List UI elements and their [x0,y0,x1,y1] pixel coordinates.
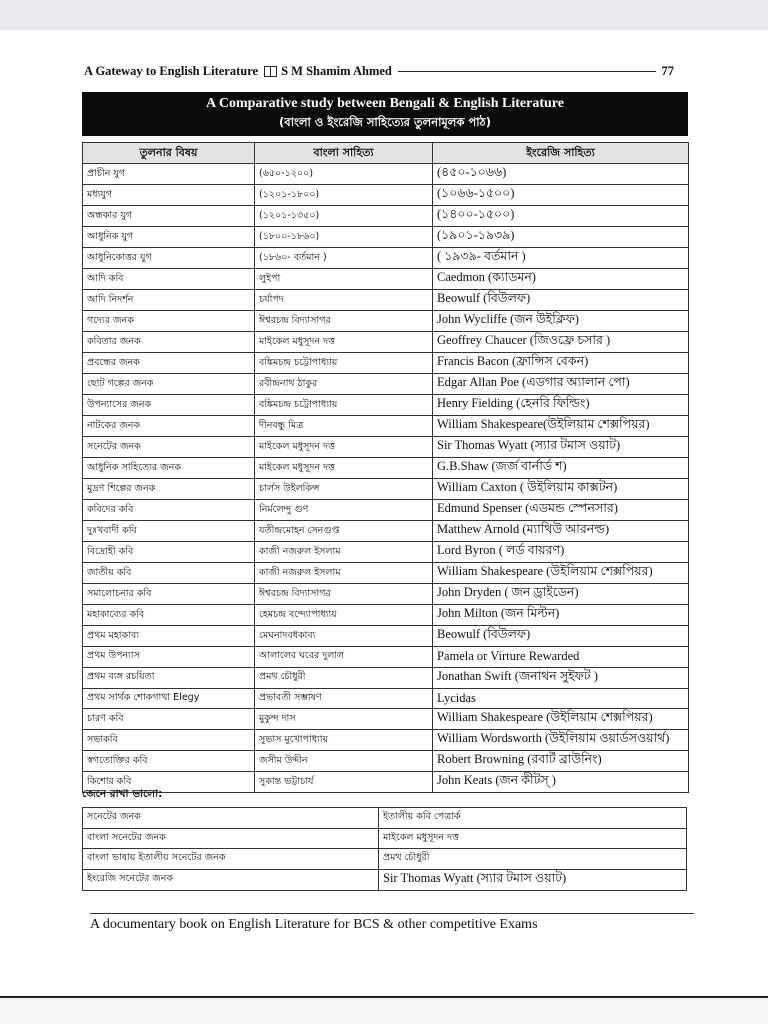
table-row [83,772,689,793]
note-subject: সনেটের জনক [83,808,379,829]
note-row [83,849,687,870]
table-row [83,353,689,374]
cell-english: Lord Byron ( লর্ড বায়রণ) [433,542,689,563]
cell-subject: বিদ্রোহী কবি [83,542,255,563]
section-title-bengali: (বাংলা ও ইংরেজি সাহিত্যের তুলনামূলক পাঠ) [279,115,491,129]
cell-bengali: হেমচন্দ্র বন্দ্যোপাধ্যায় [255,605,433,626]
cell-subject: গদ্যের জনক [83,311,255,332]
page-number: 77 [661,63,674,78]
notes-table [82,807,687,891]
cell-bengali: (১৮০০-১৮৬০) [255,227,433,248]
cell-bengali: আলালের ঘরের দুলাল [255,647,433,668]
cell-bengali: কাজী নজরুল ইসলাম [255,542,433,563]
header-english-literature: ইংরেজি সাহিত্য [433,143,689,164]
cell-subject: প্রাচীন যুগ [83,164,255,185]
cell-bengali: চর্যাপদ [255,290,433,311]
note-subject: বাংলা ভাষায় ইতালীয় সনেটের জনক [83,849,379,870]
cell-subject: মধ্যযুগ [83,185,255,206]
table-row [83,437,689,458]
cell-bengali: সুকান্ত ভট্টাচার্য [255,772,433,793]
cell-english: John Dryden ( জন ড্রাইডেন) [433,584,689,605]
cell-subject: আধুনিক সাহিত্যের জনক [83,458,255,479]
table-row [83,751,689,772]
cell-bengali: মুকুন্দ দাস [255,709,433,730]
header-bengali-literature: বাংলা সাহিত্য [255,143,433,164]
cell-english: Henry Fielding (হেনরি ফিল্ডিং) [433,395,689,416]
table-row [83,332,689,353]
cell-bengali: প্রমথ চৌধুরী [255,667,433,688]
cell-subject: মুদ্রণ শিল্পের জনক [83,479,255,500]
table-row [83,626,689,647]
table-row [83,458,689,479]
table-row [83,395,689,416]
notes-heading: জেনে রাখা ভালো: [82,788,163,800]
cell-subject: দুঃখবাদী কবি [83,521,255,542]
cell-bengali: লুইপা [255,269,433,290]
cell-subject: অন্ধকার যুগ [83,206,255,227]
cell-subject: জাতীয় কবি [83,563,255,584]
cell-bengali: দীনবন্ধু মিত্র [255,416,433,437]
cell-subject: প্রথম ব্যঙ্গ রচয়িতা [83,667,255,688]
cell-subject: স্বগতোক্তির কবি [83,751,255,772]
cell-english: John Milton (জন মিল্টন) [433,605,689,626]
cell-english: William Shakespeare (উইলিয়াম শেক্সপিয়র) [433,563,689,584]
cell-english: John Wycliffe (জন উইক্লিফ) [433,311,689,332]
cell-subject: আধুনিকোত্তর যুগ [83,248,255,269]
header-subject: তুলনার বিষয় [83,143,255,164]
section-title-bar [82,92,688,136]
cell-bengali: বঙ্কিমচন্দ্র চট্টোপাধ্যায় [255,395,433,416]
cell-english: (১৪০০-১৫০০) [433,206,689,227]
cell-subject: ছোট গল্পের জনক [83,374,255,395]
comparison-table [82,142,689,793]
author-name: S M Shamim Ahmed [281,63,392,78]
cell-bengali: (১৮৬০- বর্তমান ) [255,248,433,269]
note-row [83,828,687,849]
cell-english: William Wordsworth (উইলিয়াম ওয়ার্ডসওয়ার্থ) [433,730,689,751]
cell-subject: আদি নিদর্শন [83,290,255,311]
note-answer: প্রমথ চৌধুরী [379,849,687,870]
cell-subject: চারণ কবি [83,709,255,730]
cell-subject: সভাকবি [83,730,255,751]
cell-subject: কবিতার জনক [83,332,255,353]
cell-english: Robert Browning (রবার্ট ব্রাউনিং) [433,751,689,772]
note-answer: Sir Thomas Wyatt (স্যার টমাস ওয়াট) [379,869,687,890]
cell-english: Pamela or Virture Rewarded [433,647,689,668]
cell-bengali: মাইকেল মধুসূদন দত্ত [255,437,433,458]
table-row [83,248,689,269]
cell-bengali: (৬৫০-১২০০) [255,164,433,185]
table-row [83,311,689,332]
cell-bengali: কাজী নজরুল ইসলাম [255,563,433,584]
cell-subject: মহাকাব্যের কবি [83,605,255,626]
notes-body [83,808,687,891]
note-subject: ইংরেজি সনেটের জনক [83,869,379,890]
cell-english: ( ১৯৩৯- বর্তমান ) [433,248,689,269]
cell-subject: সমালোচনার কবি [83,584,255,605]
cell-english: Jonathan Swift (জনাথন সুইফট ) [433,667,689,688]
cell-bengali: মাইকেল মধুসূদন দত্ত [255,458,433,479]
cell-english: William Shakespeare(উইলিয়াম শেক্সপিয়র) [433,416,689,437]
table-row [83,584,689,605]
note-subject: বাংলা সনেটের জনক [83,828,379,849]
cell-bengali: প্রভাবতী সম্ভাষণ [255,688,433,709]
table-row [83,667,689,688]
table-row [83,374,689,395]
cell-english: John Keats (জন কীটস্ ) [433,772,689,793]
cell-bengali: রবীন্দ্রনাথ ঠাকুর [255,374,433,395]
table-row [83,290,689,311]
cell-bengali: (১২০১-১৩৫০) [255,206,433,227]
cell-subject: প্রথম উপন্যাস [83,647,255,668]
cell-english: (১০৬৬-১৫০০) [433,185,689,206]
cell-subject: আধুনিক যুগ [83,227,255,248]
table-row [83,605,689,626]
cell-bengali: নির্মলেন্দু গুণ [255,500,433,521]
table-row [83,479,689,500]
cell-bengali: ঈশ্বরচন্দ্র বিদ্যাসাগর [255,311,433,332]
cell-subject: প্রথম সার্থক শোকগাথা Elegy [83,688,255,709]
cell-subject: আদি কবি [83,269,255,290]
note-answer: ইতালীয় কবি পেত্রার্ক [379,808,687,829]
cell-subject: সনেটের জনক [83,437,255,458]
table-row [83,185,689,206]
book-icon [264,66,277,77]
book-title: A Gateway to English Literature [84,63,259,78]
table-row [83,647,689,668]
viewer-top-strip [0,0,768,30]
cell-subject: প্রবন্ধের জনক [83,353,255,374]
cell-english: Francis Bacon (ফ্রান্সিস বেকন) [433,353,689,374]
table-row [83,500,689,521]
cell-english: (১৯০১-১৯৩৯) [433,227,689,248]
table-row [83,563,689,584]
table-row [83,688,689,709]
note-answer: মাইকেল মধুসূদন দত্ত [379,828,687,849]
cell-subject: প্রথম মহাকাব্য [83,626,255,647]
cell-bengali: যতীন্দ্রমোহন সেনগুপ্ত [255,521,433,542]
comparison-header-row [83,143,689,164]
cell-subject: উপন্যাসের জনক [83,395,255,416]
cell-subject: নাটকের জনক [83,416,255,437]
cell-bengali: (১২০১-১৮০০) [255,185,433,206]
table-row [83,227,689,248]
cell-english: (৪৫০-১০৬৬) [433,164,689,185]
cell-bengali: চার্লস উইলকিন্স [255,479,433,500]
cell-bengali: মাইকেল মধুসূদন দত্ত [255,332,433,353]
cell-english: Edmund Spenser (এডমন্ড স্পেনসার) [433,500,689,521]
comparison-body [83,164,689,793]
table-row [83,730,689,751]
cell-subject: কিশোর কবি [83,772,255,793]
running-head [84,60,674,82]
cell-english: Sir Thomas Wyatt (স্যার টমাস ওয়াট) [433,437,689,458]
cell-english: Caedmon (ক্যাডমন) [433,269,689,290]
table-row [83,542,689,563]
cell-english: Beowulf (বিউলফ) [433,290,689,311]
cell-english: Geoffrey Chaucer (জিওফ্রে চসার ) [433,332,689,353]
table-row [83,164,689,185]
table-row [83,206,689,227]
cell-bengali: ঈশ্বরচন্দ্র বিদ্যাসাগর [255,584,433,605]
cell-english: Matthew Arnold (ম্যাথিউ আরনল্ড) [433,521,689,542]
cell-english: Edgar Allan Poe (এডগার অ্যালান পো) [433,374,689,395]
table-row [83,521,689,542]
cell-english: G.B.Shaw (জর্জ বার্নার্ড শ) [433,458,689,479]
footer-text: A documentary book on English Literature for BCS & other competitive Exams [90,917,538,932]
cell-bengali: জসীম উদ্দীন [255,751,433,772]
table-row [83,416,689,437]
cell-subject: কবিদের কবি [83,500,255,521]
header-rule [398,71,656,72]
footer-rule [90,913,694,914]
cell-english: Beowulf (বিউলফ) [433,626,689,647]
cell-english: William Shakespeare (উইলিয়াম শেক্সপিয়র) [433,709,689,730]
cell-english: Lycidas [433,688,689,709]
note-row [83,869,687,890]
cell-english: William Caxton ( উইলিয়াম কাক্সটন) [433,479,689,500]
cell-bengali: সুভাস মুখোপাধ্যায় [255,730,433,751]
section-title-english: A Comparative study between Bengali & English Literature [206,96,564,111]
cell-bengali: বঙ্কিমচন্দ্র চট্টোপাধ্যায় [255,353,433,374]
viewer-bottom-strip [0,998,768,1024]
note-row [83,808,687,829]
table-row [83,709,689,730]
cell-bengali: মেঘনাদবধকাব্য [255,626,433,647]
table-row [83,269,689,290]
